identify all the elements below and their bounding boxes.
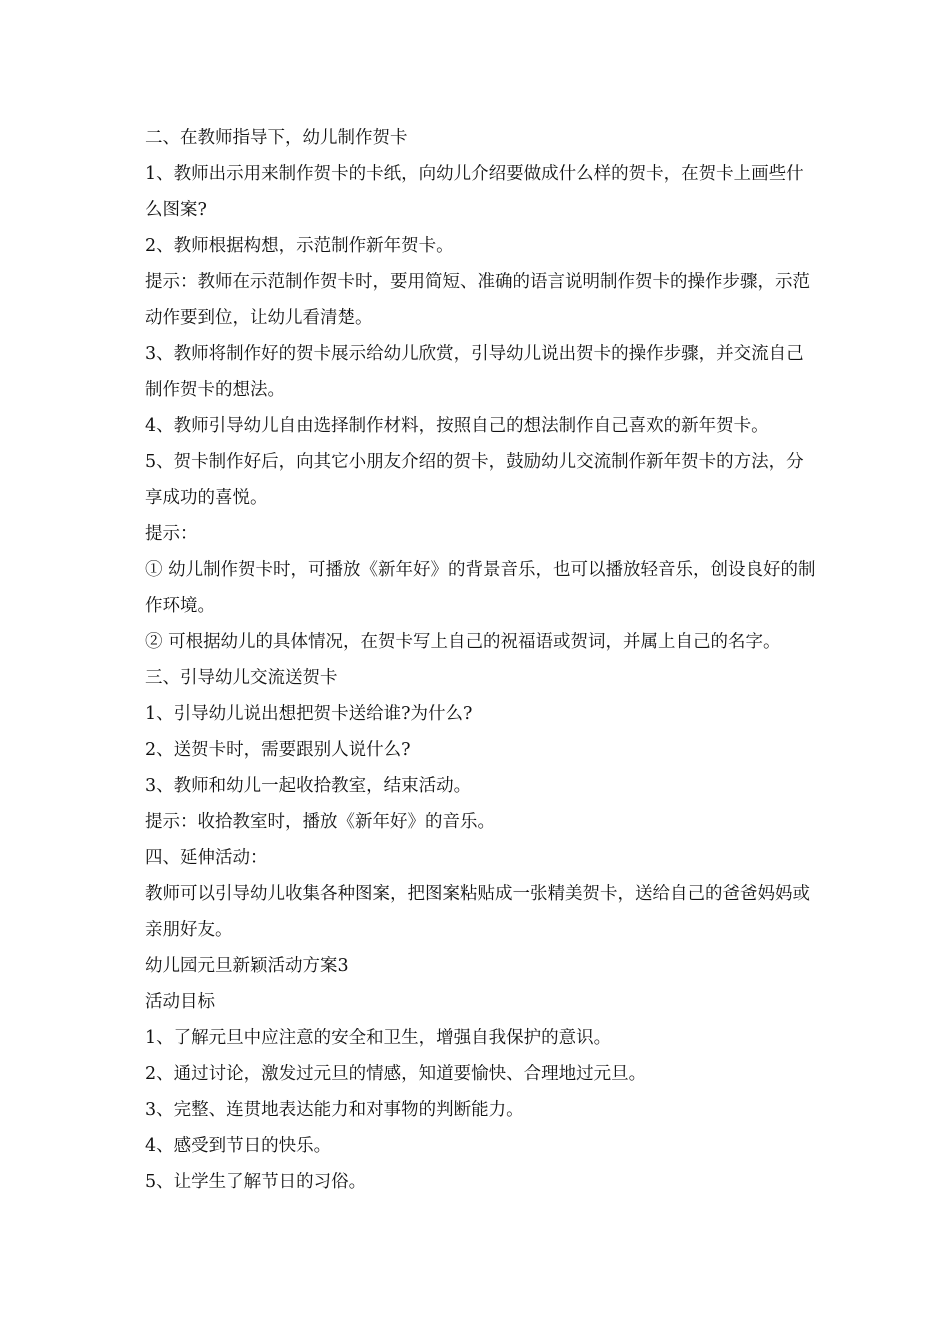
paragraph-extension: 教师可以引导幼儿收集各种图案，把图案粘贴成一张精美贺卡，送给自己的爸爸妈妈或亲朋好友。 — [145, 884, 810, 940]
goals-heading: 活动目标 — [145, 992, 215, 1012]
section-heading-3: 三、引导幼儿交流送贺卡 — [145, 668, 338, 688]
paragraph-step-3-3: 3、教师和幼儿一起收拾教室，结束活动。 — [145, 776, 472, 796]
document-body — [145, 120, 820, 1200]
section-heading-4: 四、延伸活动： — [145, 848, 268, 868]
goal-item-4: 4、感受到节日的快乐。 — [145, 1136, 332, 1156]
paragraph-tip-label: 提示： — [145, 524, 198, 544]
paragraph-tip-item-1: ① 幼儿制作贺卡时，可播放《新年好》的背景音乐，也可以播放轻音乐，创设良好的制作环境。 — [145, 560, 816, 616]
goal-item-3: 3、完整、连贯地表达能力和对事物的判断能力。 — [145, 1100, 524, 1120]
paragraph-step-4: 4、教师引导幼儿自由选择制作材料，按照自己的想法制作自己喜欢的新年贺卡。 — [145, 416, 769, 436]
paragraph-tip-1: 提示：教师在示范制作贺卡时，要用简短、准确的语言说明制作贺卡的操作步骤，示范动作要到位，让幼儿看清楚。 — [145, 272, 810, 328]
paragraph-step-3: 3、教师将制作好的贺卡展示给幼儿欣赏，引导幼儿说出贺卡的操作步骤，并交流自己制作贺卡的想法。 — [145, 344, 804, 400]
paragraph-step-5: 5、贺卡制作好后，向其它小朋友介绍的贺卡，鼓励幼儿交流制作新年贺卡的方法，分享成功的喜悦。 — [145, 452, 804, 508]
paragraph-tip-item-2: ② 可根据幼儿的具体情况，在贺卡写上自己的祝福语或贺词，并属上自己的名字。 — [145, 632, 781, 652]
goal-item-2: 2、通过讨论，激发过元旦的情感，知道要愉快、合理地过元旦。 — [145, 1064, 647, 1084]
paragraph-tip-2: 提示：收拾教室时，播放《新年好》的音乐。 — [145, 812, 495, 832]
paragraph-step-3-1: 1、引导幼儿说出想把贺卡送给谁?为什么? — [145, 704, 473, 724]
paragraph-step-3-2: 2、送贺卡时，需要跟别人说什么? — [145, 740, 411, 760]
goal-item-5: 5、让学生了解节日的习俗。 — [145, 1172, 367, 1192]
section-heading-2: 二、在教师指导下，幼儿制作贺卡 — [145, 128, 408, 148]
paragraph-step-1: 1、教师出示用来制作贺卡的卡纸，向幼儿介绍要做成什么样的贺卡，在贺卡上画些什么图案? — [145, 164, 804, 220]
plan-title-3: 幼儿园元旦新颖活动方案3 — [145, 956, 349, 976]
paragraph-step-2: 2、教师根据构想，示范制作新年贺卡。 — [145, 236, 454, 256]
goal-item-1: 1、了解元旦中应注意的安全和卫生，增强自我保护的意识。 — [145, 1028, 612, 1048]
